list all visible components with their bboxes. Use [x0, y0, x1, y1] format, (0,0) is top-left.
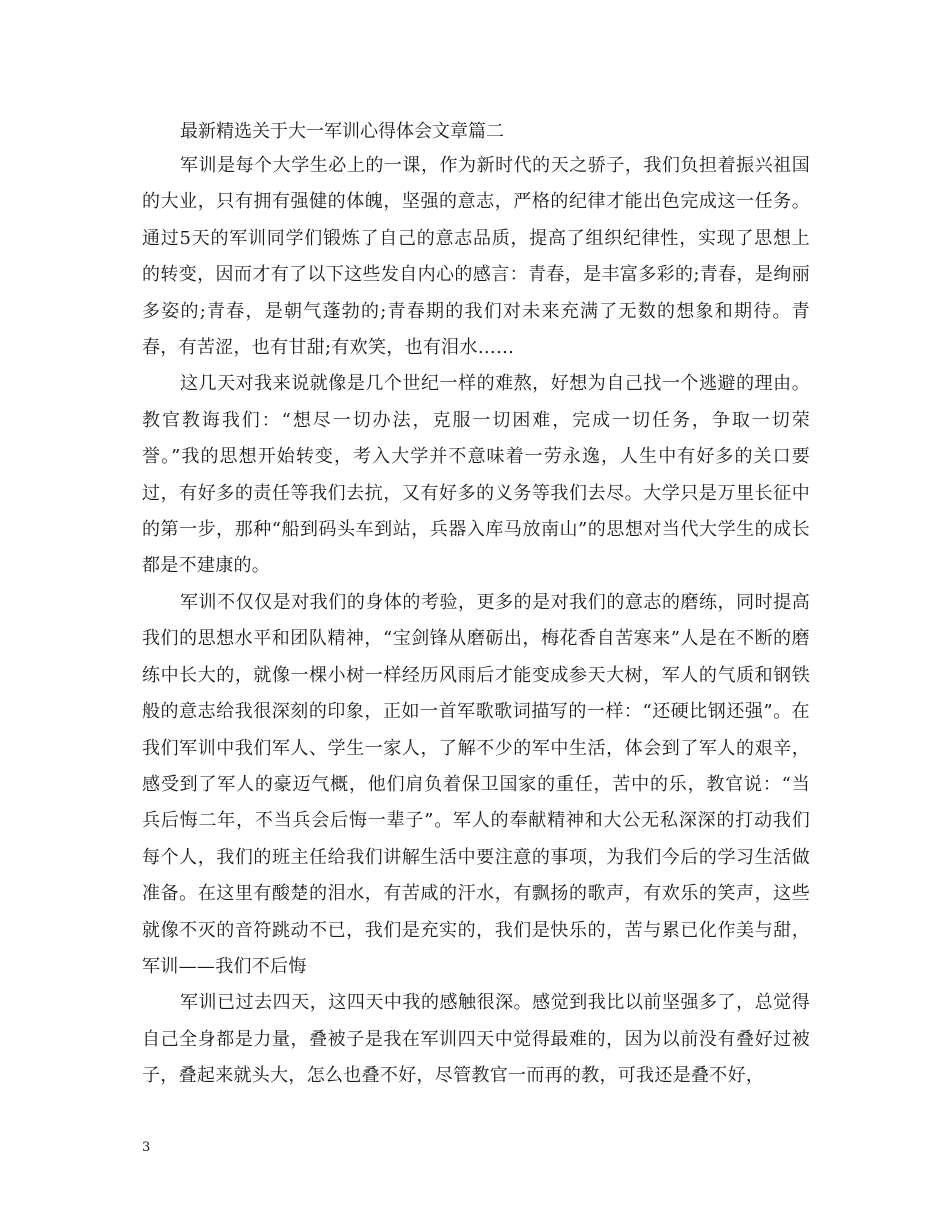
page-number: 3 — [142, 1140, 151, 1155]
paragraph-3: 军训不仅仅是对我们的身体的考验，更多的是对我们的意志的磨练，同时提高我们的思想水平和团队精神，“宝剑锋从磨砺出，梅花香自苦寒来”人是在不断的磨练中长大的，就像一棵小树一样经历风雨后才能变成参天大树，军人的气质和钢铁般的意志给我很深刻的印象，正如一首军歌歌词描写的一样：“还硬比钢还强”。在我们军训中我们军人、学生一家人，了解不少的军中生活，体会到了军人的艰辛，感受到了军人的豪迈气概，他们肩负着保卫国家的重任，苦中的乐，教官说：“当兵后悔二年，不当兵会后悔一辈子”。军人的奉献精神和大公无私深深的打动我们每个人，我们的班主任给我们讲解生活中要注意的事项，为我们今后的学习生活做准备。在这里有酸楚的泪水，有苦咸的汗水，有飘扬的歌声，有欢乐的笑声，这些就像不灭的音符跳动不已，我们是充实的，我们是快乐的，苦与累已化作美与甜，军训——我们不后悔 — [142, 591, 810, 977]
document-title: 最新精选关于大一军训心得体会文章篇二 — [180, 121, 504, 142]
paragraph-4: 军训已过去四天，这四天中我的感触很深。感觉到我比以前坚强多了，总觉得自己全身都是力量，叠被子是我在军训四天中觉得最难的，因为以前没有叠好过被子，叠起来就头大，怎么也叠不好，尽管教官一而再的教，可我还是叠不好， — [142, 992, 810, 1087]
document-body — [142, 116, 810, 1095]
paragraph-1: 军训是每个大学生必上的一课，作为新时代的天之骄子，我们负担着振兴祖国的大业，只有拥有强健的体魄，坚强的意志，严格的纪律才能出色完成这一任务。通过5天的军训同学们锻炼了自己的意志品质，提高了组织纪律性，实现了思想上的转变，因而才有了以下这些发自内心的感言：青春，是丰富多彩的;青春，是绚丽多姿的;青春，是朝气蓬勃的;青春期的我们对未来充满了无数的想象和期待。青春，有苦涩，也有甘甜;有欢笑，也有泪水…… — [142, 155, 810, 359]
paragraph-2: 这几天对我来说就像是几个世纪一样的难熬，好想为自己找一个逃避的理由。教官教诲我们：“想尽一切办法，克服一切困难，完成一切任务，争取一切荣誉。”我的思想开始转变，考入大学并不意味着一劳永逸，人生中有好多的关口要过，有好多的责任等我们去抗，又有好多的义务等我们去尽。大学只是万里长征中的第一步，那种“船到码头车到站，兵器入库马放南山”的思想对当代大学生的成长都是不建康的。 — [142, 373, 810, 577]
